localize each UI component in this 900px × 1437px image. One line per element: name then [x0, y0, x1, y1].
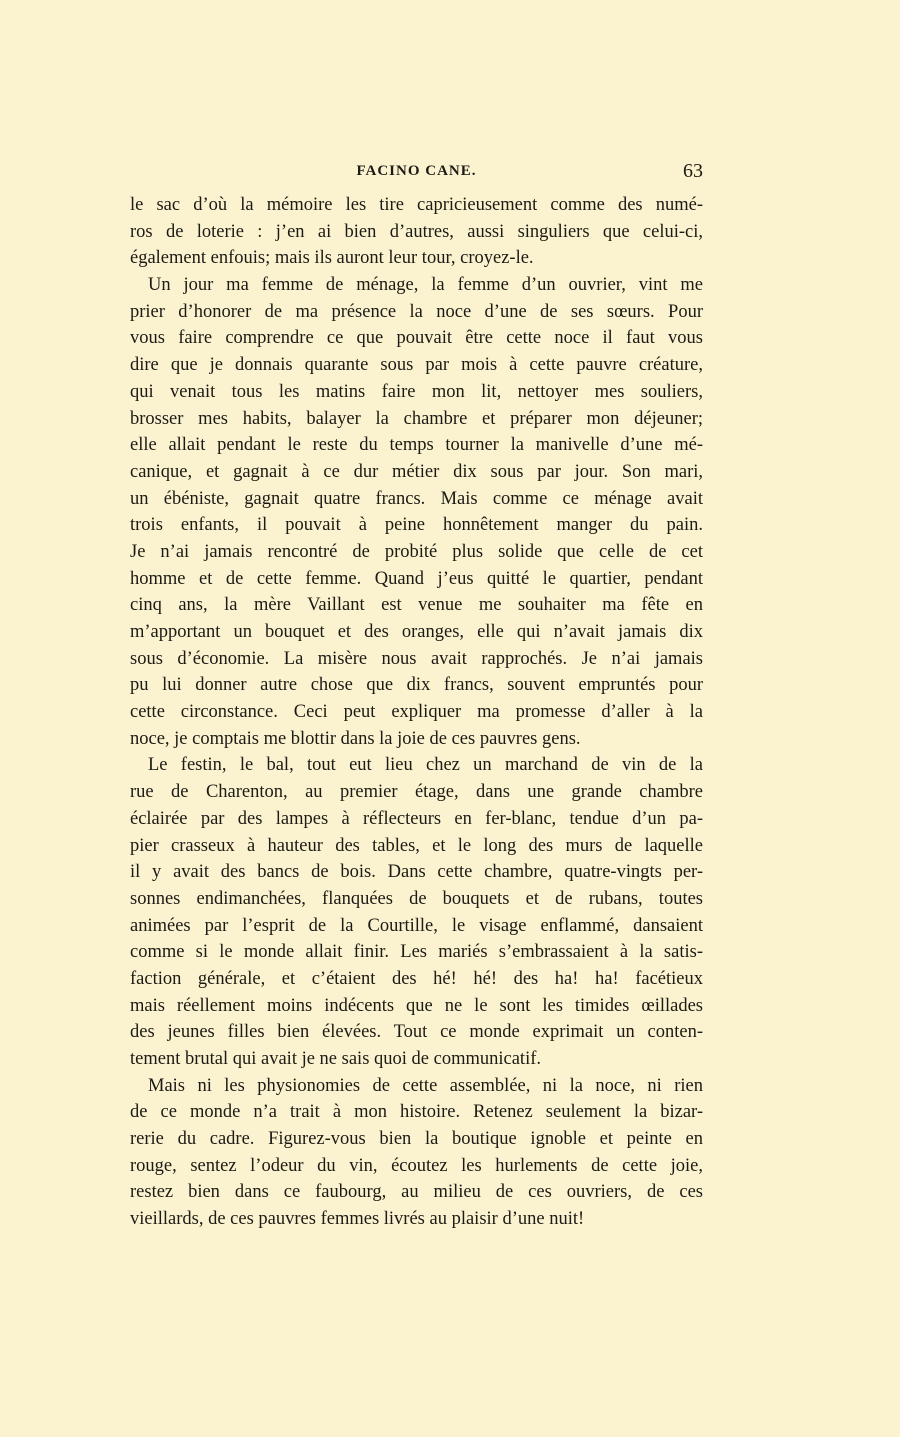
text-line: trois enfants, il pouvait à peine honnêtement manger du pain. — [130, 515, 703, 536]
text-line: de ce monde n’a trait à mon histoire. Retenez seulement la bizar- — [130, 1102, 703, 1123]
text-line: rue de Charenton, au premier étage, dans une grande chambre — [130, 782, 703, 803]
text-line: restez bien dans ce faubourg, au milieu de ces ouvriers, de ces — [130, 1182, 703, 1203]
text-line: le sac d’où la mémoire les tire capricieusement comme des numé- — [130, 195, 703, 215]
text-line: vieillards, de ces pauvres femmes livrés au plaisir d’une nuit! — [130, 1209, 585, 1230]
text-line: noce, je comptais me blottir dans la joie de ces pauvres gens. — [130, 728, 581, 749]
text-line: cette circonstance. Ceci peut expliquer ma promesse d’aller à la — [130, 702, 703, 723]
text-line: rouge, sentez l’odeur du vin, écoutez les hurlements de cette joie, — [130, 1155, 703, 1176]
text-line: cinq ans, la mère Vaillant est venue me souhaiter ma fête en — [130, 595, 703, 616]
text-line: des jeunes filles bien élevées. Tout ce monde exprimait un conten- — [130, 1022, 703, 1043]
text-line: éclairée par des lampes à réflecteurs en fer-blanc, tendue d’un pa- — [130, 808, 703, 829]
text-line: faction générale, et c’étaient des hé! hé! des ha! ha! facétieux — [130, 968, 703, 989]
text-line: tement brutal qui avait je ne sais quoi de communicatif. — [130, 1049, 541, 1069]
text-line: Mais ni les physionomies de cette assemblée, ni la noce, ni rien — [148, 1075, 703, 1096]
text-line: ros de loterie : j’en ai bien d’autres, aussi singuliers que celui-ci, — [130, 221, 703, 242]
text-line: dire que je donnais quarante sous par mois à cette pauvre créature, — [130, 355, 703, 376]
text-line: animées par l’esprit de la Courtille, le visage enflammé, dansaient — [130, 915, 703, 936]
text-line: également enfouis; mais ils auront leur tour, croyez-le. — [130, 248, 534, 269]
text-line: m’apportant un bouquet et des oranges, elle qui n’avait jamais dix — [130, 622, 703, 642]
text-line: Je n’ai jamais rencontré de probité plus solide que celle de cet — [130, 541, 703, 562]
running-title: FACINO CANE. — [356, 163, 477, 179]
text-line: canique, et gagnait à ce dur métier dix sous par jour. Son mari, — [130, 461, 703, 482]
text-line: rerie du cadre. Figurez-vous bien la boutique ignoble et peinte en — [130, 1129, 703, 1150]
text-line: elle allait pendant le reste du temps tourner la manivelle d’une mé- — [130, 435, 703, 456]
text-line: mais réellement moins indécents que ne le sont les timides œillades — [130, 995, 703, 1016]
text-line: il y avait des bancs de bois. Dans cette chambre, quatre-vingts per- — [130, 862, 703, 883]
text-line: Le festin, le bal, tout eut lieu chez un marchand de vin de la — [148, 755, 703, 776]
text-line: Un jour ma femme de ménage, la femme d’un ouvrier, vint me — [148, 275, 703, 296]
text-line: prier d’honorer de ma présence la noce d’une de ses sœurs. Pour — [130, 301, 703, 322]
text-line: comme si le monde allait finir. Les mariés s’embrassaient à la satis- — [130, 942, 703, 963]
body-text — [130, 192, 703, 1233]
text-line: homme et de cette femme. Quand j’eus quitté le quartier, pendant — [130, 568, 703, 589]
text-line: pu lui donner autre chose que dix francs, souvent empruntés pour — [130, 675, 703, 696]
text-line: sonnes endimanchées, flanquées de bouquets et de rubans, toutes — [130, 888, 703, 909]
text-line: vous faire comprendre ce que pouvait être cette noce il faut vous — [130, 328, 703, 349]
text-line: un ébéniste, gagnait quatre francs. Mais comme ce ménage avait — [130, 488, 703, 509]
text-line: pier crasseux à hauteur des tables, et le long des murs de laquelle — [130, 835, 703, 856]
running-header — [130, 160, 703, 186]
text-line: sous d’économie. La misère nous avait rapprochés. Je n’ai jamais — [130, 648, 703, 669]
text-line: qui venait tous les matins faire mon lit, nettoyer mes souliers, — [130, 381, 703, 402]
page-number: 63 — [683, 160, 703, 182]
text-line: brosser mes habits, balayer la chambre et préparer mon déjeuner; — [130, 408, 703, 429]
